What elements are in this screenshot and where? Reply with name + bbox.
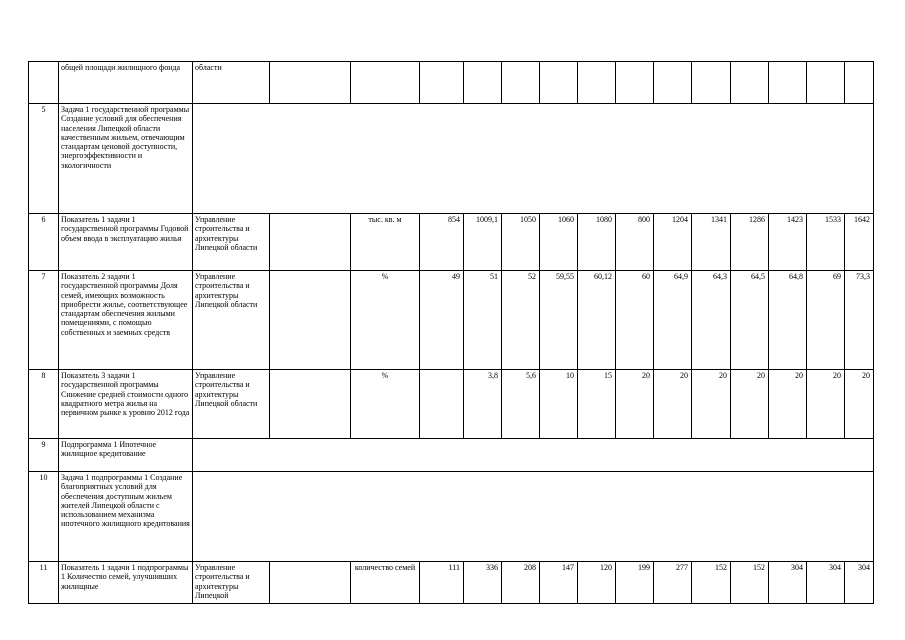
value-cell: 15 (578, 370, 616, 439)
value-cell: 20 (692, 370, 731, 439)
indicator-name: Показатель 1 задачи 1 государственной программы Годовой объем ввода в эксплуатацию жилья (59, 214, 193, 271)
value-cell: 64,3 (692, 271, 731, 370)
value-cell (654, 62, 692, 104)
value-cell: 59,55 (540, 271, 578, 370)
value-cell: 52 (502, 271, 540, 370)
value-cell: 20 (654, 370, 692, 439)
responsible-org: Управление строительства и архитектуры Липецкой (193, 562, 270, 604)
table-row (29, 562, 874, 604)
value-cell: 20 (845, 370, 874, 439)
unit: количество семей (351, 562, 420, 604)
value-cell: 3,8 (464, 370, 502, 439)
value-cell (420, 62, 464, 104)
value-cell: 152 (731, 562, 769, 604)
table-row (29, 104, 874, 214)
merged-cell (193, 104, 874, 214)
indicators-table (28, 61, 874, 604)
value-cell: 147 (540, 562, 578, 604)
responsible-org: Управление строительства и архитектуры Липецкой области (193, 271, 270, 370)
value-cell: 208 (502, 562, 540, 604)
row-number: 8 (29, 370, 59, 439)
value-cell (464, 62, 502, 104)
table-row (29, 62, 874, 104)
value-cell (420, 370, 464, 439)
row-number: 10 (29, 472, 59, 562)
value-cell (845, 62, 874, 104)
value-cell: 20 (769, 370, 807, 439)
row-number: 6 (29, 214, 59, 271)
value-cell: 1341 (692, 214, 731, 271)
value-cell: 152 (692, 562, 731, 604)
value-cell: 111 (420, 562, 464, 604)
unit: % (351, 370, 420, 439)
unit: % (351, 271, 420, 370)
empty-cell (270, 370, 351, 439)
value-cell: 1286 (731, 214, 769, 271)
table-row (29, 214, 874, 271)
value-cell: 800 (616, 214, 654, 271)
table-row (29, 370, 874, 439)
value-cell: 64,9 (654, 271, 692, 370)
value-cell: 60,12 (578, 271, 616, 370)
value-cell (616, 62, 654, 104)
value-cell: 20 (807, 370, 845, 439)
value-cell: 277 (654, 562, 692, 604)
unit: тыс. кв. м (351, 214, 420, 271)
empty-cell (270, 214, 351, 271)
section-title: Задача 1 государственной программы Создание условий для обеспечения населения Липецкой области качественным жильем, отвечающим стандартам ценовой доступности, энергоэффективности и экологичности (59, 104, 193, 214)
value-cell: 69 (807, 271, 845, 370)
value-cell: 336 (464, 562, 502, 604)
value-cell: 304 (769, 562, 807, 604)
indicator-name: Показатель 1 задачи 1 подпрограммы 1 Количество семей, улучшивших жилищные (59, 562, 193, 604)
value-cell: 1009,1 (464, 214, 502, 271)
value-cell (540, 62, 578, 104)
row-number: 7 (29, 271, 59, 370)
value-cell (731, 62, 769, 104)
value-cell (769, 62, 807, 104)
table-row (29, 271, 874, 370)
value-cell: 20 (731, 370, 769, 439)
unit (351, 62, 420, 104)
indicator-name: Показатель 3 задачи 1 государственной программы Снижение средней стоимости одного квадратного метра жилья на первичном рынке к уровню 2012 года (59, 370, 193, 439)
table-row (29, 439, 874, 472)
value-cell: 20 (616, 370, 654, 439)
indicator-name: общей площади жилищного фонда (59, 62, 193, 104)
value-cell: 5,6 (502, 370, 540, 439)
row-number: 5 (29, 104, 59, 214)
value-cell: 1080 (578, 214, 616, 271)
value-cell (692, 62, 731, 104)
merged-cell (193, 439, 874, 472)
responsible-org: области (193, 62, 270, 104)
value-cell: 10 (540, 370, 578, 439)
value-cell: 854 (420, 214, 464, 271)
value-cell: 1642 (845, 214, 874, 271)
value-cell: 199 (616, 562, 654, 604)
section-title: Подпрограмма 1 Ипотечное жилищное кредитование (59, 439, 193, 472)
value-cell: 64,5 (731, 271, 769, 370)
value-cell (502, 62, 540, 104)
row-number: 11 (29, 562, 59, 604)
value-cell (807, 62, 845, 104)
empty-cell (270, 271, 351, 370)
merged-cell (193, 472, 874, 562)
value-cell: 120 (578, 562, 616, 604)
value-cell: 51 (464, 271, 502, 370)
value-cell (578, 62, 616, 104)
value-cell: 64,8 (769, 271, 807, 370)
empty-cell (270, 62, 351, 104)
value-cell: 1423 (769, 214, 807, 271)
section-title: Задача 1 подпрограммы 1 Создание благоприятных условий для обеспечения доступным жильем жителей Липецкой области с использованием механизма ипотечного жилищного кредитования (59, 472, 193, 562)
indicator-name: Показатель 2 задачи 1 государственной программы Доля семей, имеющих возможность приобрести жилье, соответствующее стандартам обеспечения жилыми помещениями, с помощью собственных и заемных средств (59, 271, 193, 370)
responsible-org: Управление строительства и архитектуры Липецкой области (193, 370, 270, 439)
value-cell: 304 (845, 562, 874, 604)
empty-cell (270, 562, 351, 604)
value-cell: 1050 (502, 214, 540, 271)
value-cell: 73,3 (845, 271, 874, 370)
value-cell: 1533 (807, 214, 845, 271)
value-cell: 304 (807, 562, 845, 604)
row-number: 9 (29, 439, 59, 472)
value-cell: 1204 (654, 214, 692, 271)
value-cell: 49 (420, 271, 464, 370)
value-cell: 60 (616, 271, 654, 370)
responsible-org: Управление строительства и архитектуры Липецкой области (193, 214, 270, 271)
value-cell: 1060 (540, 214, 578, 271)
table-row (29, 472, 874, 562)
row-number (29, 62, 59, 104)
